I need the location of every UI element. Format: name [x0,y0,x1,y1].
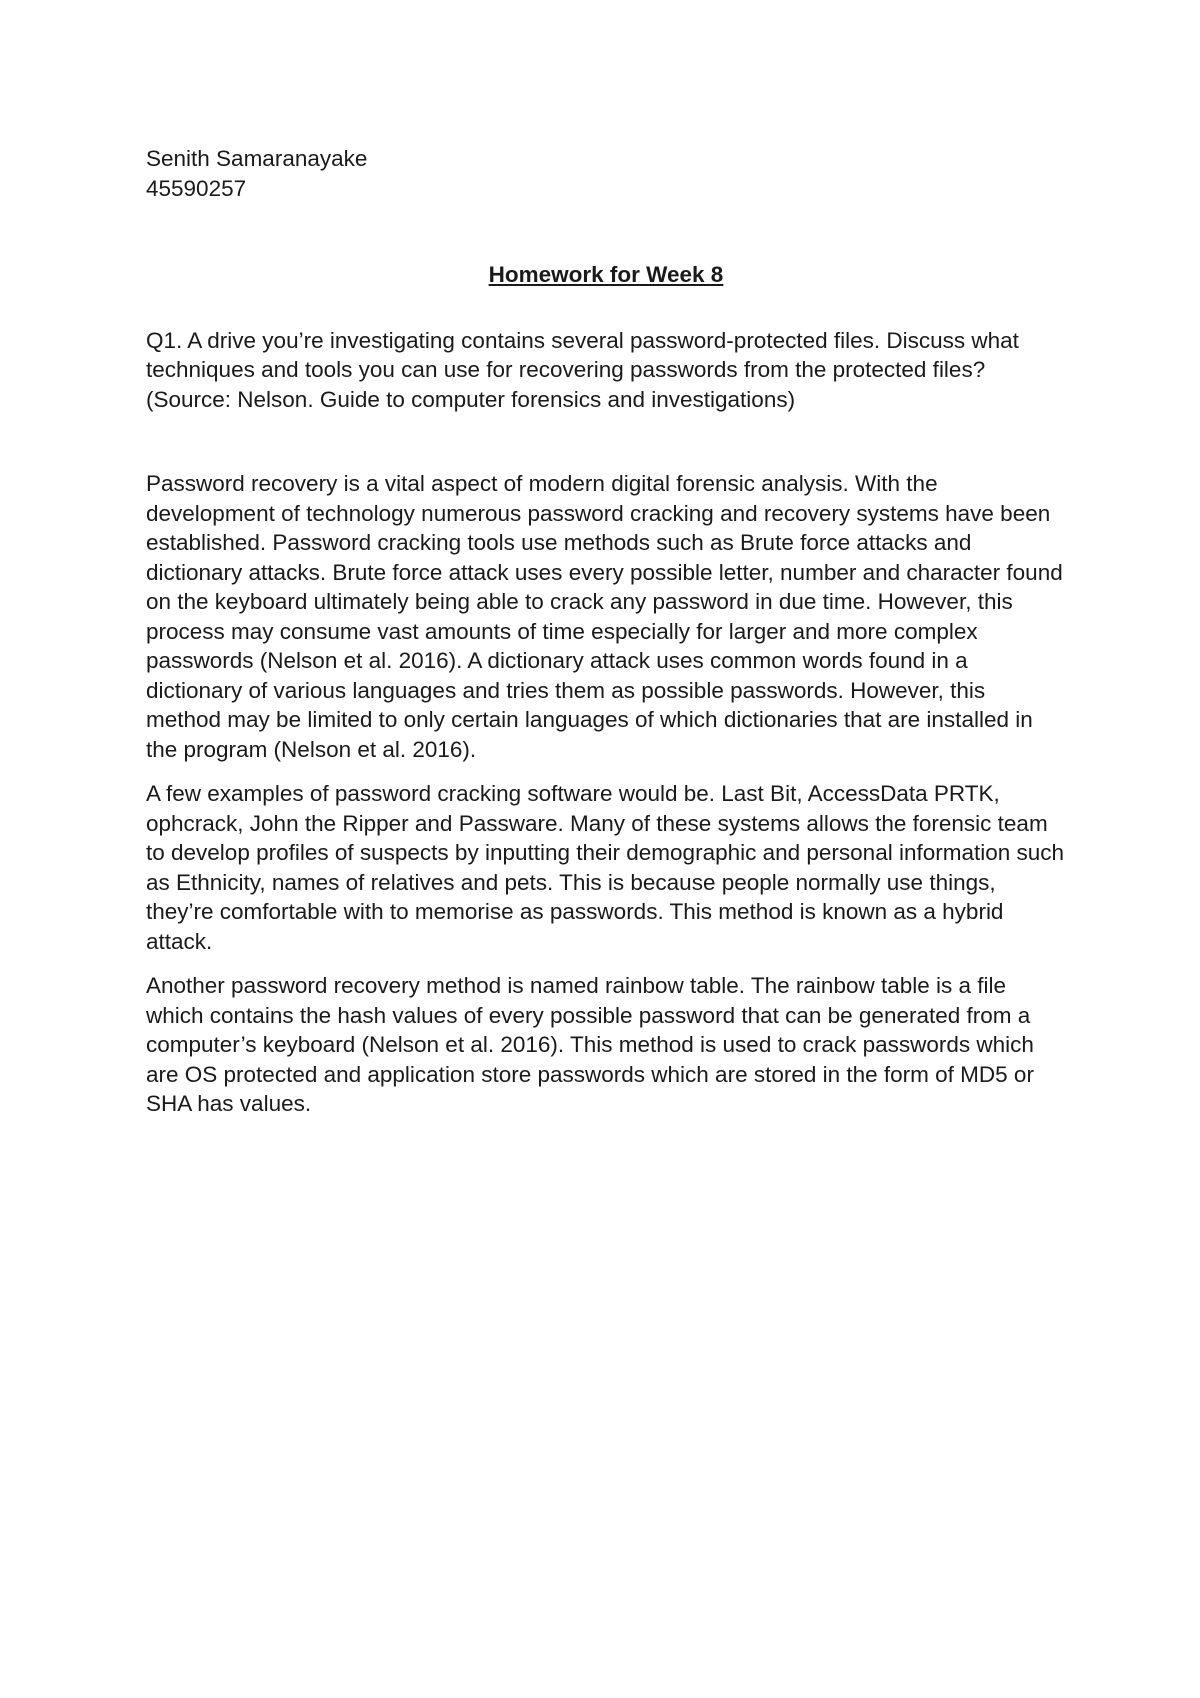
answer-paragraph-2: A few examples of password cracking software would be. Last Bit, AccessData PRTK, ophcrack, John the Ripper and Passware. Many of these systems allows the forensic team to develop profiles of suspects by inputting their demographic and personal information such as Ethnicity, names of relatives and pets. This is because people normally use things, they’re comfortable with to memorise as passwords. This method is known as a hybrid attack. [146,781,1065,954]
question-text: Q1. A drive you’re investigating contains several password-protected files. Discuss what techniques and tools you can use for recovering passwords from the protected files? (Source: Nelson. Guide to computer forensics and investigations) [146,327,1019,412]
student-id: 45590257 [146,175,247,201]
author-name: Senith Samaranayake [146,146,368,171]
answer-paragraph-3: Another password recovery method is named rainbow table. The rainbow table is a file which contains the hash values of every possible password that can be generated from a computer’s keyboard (Nelson et al. 2016). This method is used to crack passwords which are OS protected and application store passwords which are stored in the form of MD5 or SHA has values. [146,973,1034,1116]
page-title: Homework for Week 8 [488,262,724,287]
answer-paragraph-1: Password recovery is a vital aspect of modern digital forensic analysis. With the development of technology numerous password cracking and recovery systems have been established. Password cracking tools use methods such as Brute force attacks and dictionary attacks. Brute force attack uses every possible letter, number and character found on the keyboard ultimately being able to crack any password in due time. However, this process may consume vast amounts of time especially for larger and more complex passwords (Nelson et al. 2016). A dictionary attack uses common words found in a dictionary of various languages and tries them as possible passwords. However, this method may be limited to only certain languages of which dictionaries that are installed in the program (Nelson et al. 2016). [146,471,1063,762]
document-body [146,144,1066,1119]
